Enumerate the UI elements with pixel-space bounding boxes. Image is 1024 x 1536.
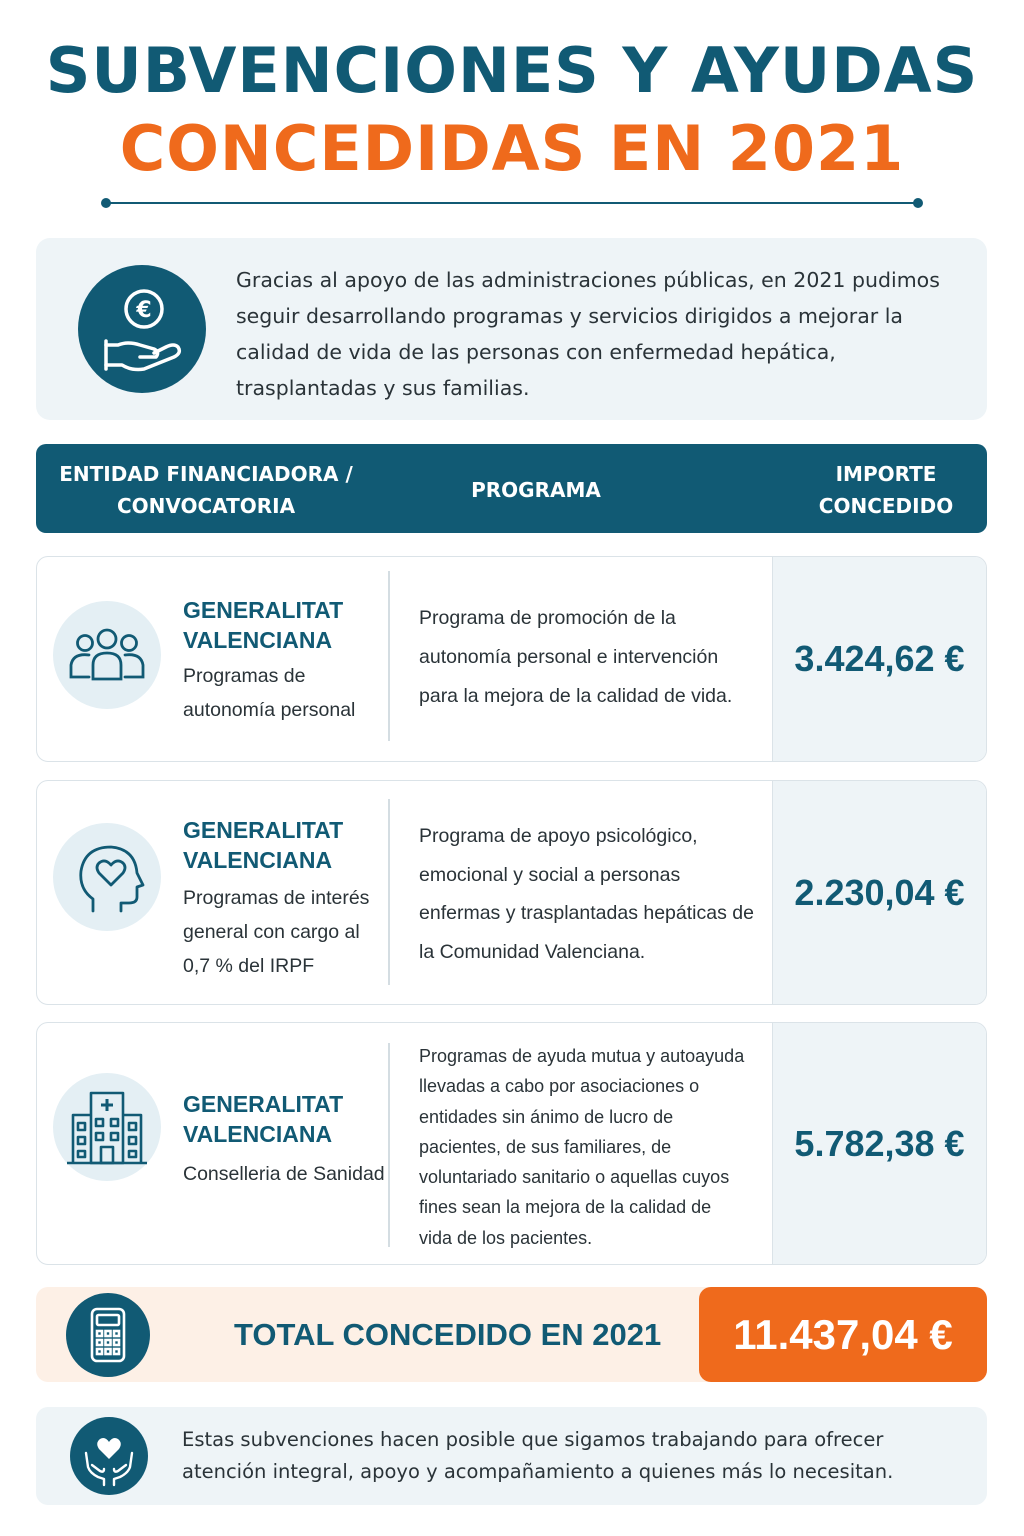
- column-divider: [388, 1043, 390, 1247]
- euro-hand-icon: [78, 265, 206, 393]
- program-description: Programa de promoción de la autonomía personal e intervención para la mejora de la calidad de vida.: [419, 607, 733, 707]
- entity-convocatoria: Programas de interés general con cargo al 0,7 % del IRPF: [183, 887, 370, 977]
- amount-value: 2.230,04 €: [772, 781, 986, 1004]
- entity-cell: [183, 595, 393, 727]
- column-header-amount: IMPORTE CONCEDIDO: [818, 462, 954, 518]
- footer-panel: [36, 1407, 987, 1505]
- program-description: Programas de ayuda mutua y autoayuda llevadas a cabo por asociaciones o entidades sin ánimo de lucro de pacientes, de sus familiares, de voluntariado sanitario o aquellas cuyos fines sean la mejora de la calidad de vida de los pacientes.: [419, 1046, 745, 1248]
- table-header: [36, 444, 987, 533]
- page-title-line1: SUBVENCIONES Y AYUDAS: [45, 34, 979, 107]
- entity-cell: [183, 1089, 393, 1191]
- table-row: [36, 1022, 987, 1265]
- hands-heart-icon: [70, 1417, 148, 1495]
- entity-convocatoria: Programas de autonomía personal: [183, 665, 356, 721]
- hospital-icon: [53, 1073, 161, 1181]
- amount-value: 5.782,38 €: [772, 1023, 986, 1264]
- column-divider: [388, 571, 390, 741]
- entity-name: GENERALITAT VALENCIANA: [183, 597, 344, 653]
- footer-text: Estas subvenciones hacen posible que sigamos trabajando para ofrecer atención integral, apoyo y acompañamiento a quienes más lo necesitan.: [182, 1428, 894, 1483]
- total-value: 11.437,04 €: [699, 1287, 987, 1382]
- entity-cell: [183, 815, 393, 983]
- head-heart-icon: [53, 823, 161, 931]
- column-header-program: PROGRAMA: [471, 478, 601, 502]
- column-divider: [388, 799, 390, 985]
- program-description: Programa de apoyo psicológico, emocional y social a personas enfermas y trasplantadas hepáticas de la Comunidad Valenciana.: [419, 825, 754, 963]
- calculator-icon: [66, 1293, 150, 1377]
- intro-panel: [36, 238, 987, 420]
- column-header-entity: ENTIDAD FINANCIADORA / CONVOCATORIA: [59, 462, 353, 518]
- title-divider: [105, 202, 919, 204]
- people-group-icon: [53, 601, 161, 709]
- intro-text: Gracias al apoyo de las administraciones públicas, en 2021 pudimos seguir desarrollando programas y servicios dirigidos a mejorar la calidad de vida de las personas con enfermedad hepática, trasplantadas y sus familias.: [236, 268, 940, 400]
- entity-name: GENERALITAT VALENCIANA: [183, 1091, 344, 1147]
- total-panel: [36, 1287, 987, 1382]
- entity-name: GENERALITAT VALENCIANA: [183, 817, 344, 873]
- table-row: [36, 780, 987, 1005]
- page-title-line2: CONCEDIDAS EN 2021: [119, 112, 905, 185]
- table-row: [36, 556, 987, 762]
- svg-text:€: €: [136, 298, 152, 323]
- amount-value: 3.424,62 €: [772, 557, 986, 761]
- entity-convocatoria: Conselleria de Sanidad: [183, 1163, 385, 1185]
- total-label: TOTAL CONCEDIDO EN 2021: [234, 1317, 662, 1352]
